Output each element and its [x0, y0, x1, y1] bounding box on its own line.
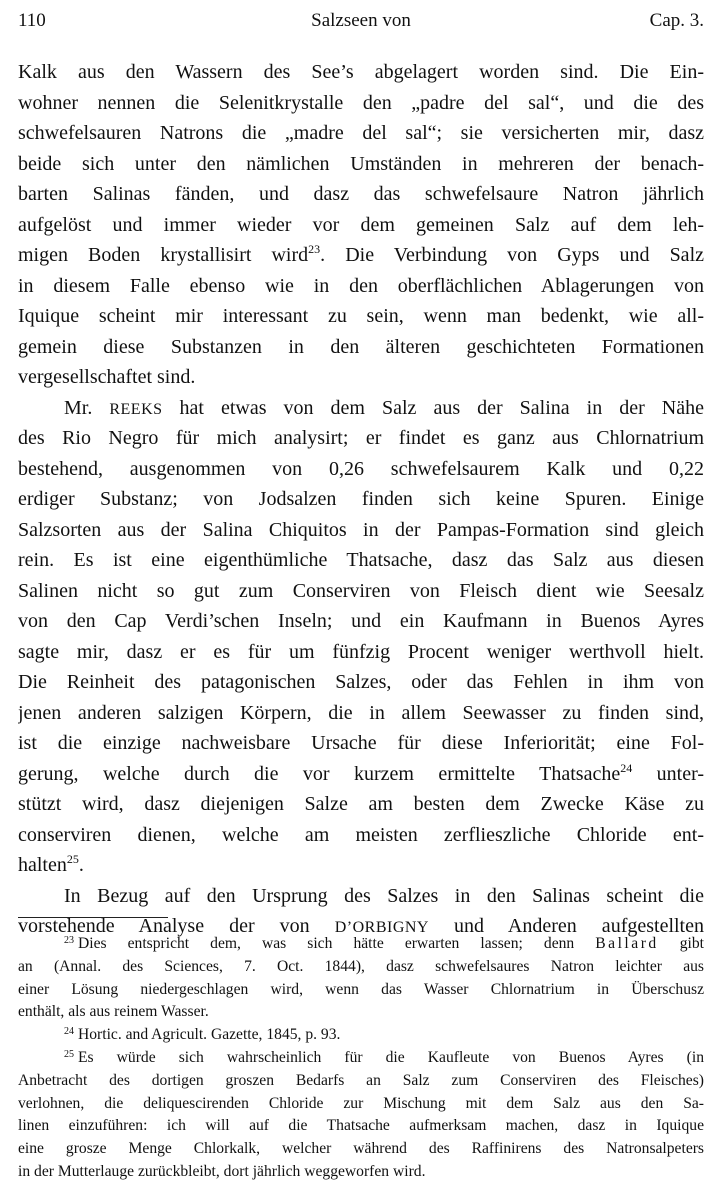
text-segment: und Anderen aufgestellten — [428, 915, 704, 937]
footnote-line: in der Mutterlauge zurückbleibt, dort jährlich weggeworfen wird. — [18, 1162, 426, 1180]
text-line: Die Reinheit des patagonischen Salzes, oder das Fehlen in ihm von — [18, 671, 704, 693]
text-segment: Dies entspricht dem, was sich hätte erwarten lassen; denn — [78, 935, 596, 952]
text-line: rein. Es ist eine eigenthümliche Thatsache, dasz das Salz aus diesen — [18, 549, 704, 571]
footnotes — [18, 933, 704, 1184]
text-line — [18, 240, 704, 271]
author-name: D’ORBIGNY — [334, 919, 429, 936]
footnote-line — [18, 1024, 704, 1047]
text-line — [18, 393, 704, 424]
footnote-line: an (Annal. des Sciences, 7. Oct. 1844), dasz schwefelsaures Natron leichter aus — [18, 957, 704, 975]
page-number: 110 — [18, 10, 46, 31]
text-segment: hat etwas von dem Salz aus der Salina in der Nähe — [162, 396, 704, 419]
footnote-ref: 25 — [66, 852, 79, 866]
footnote-line — [18, 1047, 704, 1070]
text-line: bestehend, ausgenommen von 0,26 schwefelsaurem Kalk und 0,22 — [18, 457, 704, 480]
text-line: conserviren dienen, welche am meisten zerflieszliche Chloride ent- — [18, 823, 704, 846]
footnote-line: Anbetracht des dortigen groszen Bedarfs an Salz zum Conserviren des Fleisches) — [18, 1071, 704, 1089]
text-line: vergesellschaftet sind. — [18, 366, 196, 388]
text-segment: Mr. — [64, 396, 110, 419]
text-segment: vorstehende Analyse der von — [18, 915, 335, 937]
footnote-line — [18, 933, 704, 956]
text-segment: . Die Verbindung von Gyps und Salz — [320, 244, 704, 266]
main-text — [18, 57, 704, 942]
text-segment: migen Boden krystallisirt wird — [18, 244, 309, 266]
text-line: gemein diese Substanzen in den älteren geschichteten Formationen — [18, 335, 704, 358]
text-line: aufgelöst und immer wieder vor dem gemeinen Salz auf dem leh- — [18, 213, 704, 236]
text-line: erdiger Substanz; von Jodsalzen finden sich keine Spuren. Einige — [18, 488, 704, 510]
text-line: ist die einzige nachweisbare Ursache für diese Inferiorität; eine Fol- — [18, 732, 704, 754]
text-segment: halten — [18, 854, 67, 876]
author-name: Ballard — [595, 935, 659, 952]
text-segment: . — [78, 854, 84, 876]
text-line: schwefelsauren Natrons die „madre del sal“; sie versicherten mir, dasz — [18, 122, 704, 144]
text-segment: gerung, welche durch die vor kurzem ermittelte Thatsache — [18, 762, 621, 785]
footnote-ref: 23 — [308, 242, 321, 256]
text-line: sagte mir, dasz er es für um fünfzig Procent weniger werthvoll hielt. — [18, 640, 704, 663]
text-line: wohner nennen die Selenitkrystalle den „padre del sal“, und die des — [18, 91, 704, 114]
author-name: REEKS — [109, 400, 163, 418]
text-line: Salinen nicht so gut zum Conserviren von Fleisch dient wie Seesalz — [18, 579, 704, 602]
running-title: Salzseen von — [311, 10, 411, 31]
text-line: stützt wird, dasz diejenigen Salze am besten dem Zwecke Käse zu — [18, 793, 704, 815]
footnote-ref: 24 — [620, 760, 633, 775]
footnote-divider — [18, 917, 168, 918]
text-line: des Rio Negro für mich analysirt; er findet es ganz aus Chlornatrium — [18, 427, 704, 449]
footnote-line: einer Lösung niedergeschlagen wird, wenn das Wasser Chlornatrium in Überschusz — [18, 980, 704, 998]
text-line: beide sich unter den nämlichen Umständen in mehreren der benach- — [18, 152, 704, 175]
text-line — [18, 759, 704, 790]
footnote-line: enthält, als aus reinem Wasser. — [18, 1003, 209, 1021]
text-line: barten Salinas fänden, und dasz das schwefelsaure Natron jährlich — [18, 183, 704, 205]
text-segment: gibt — [658, 935, 704, 952]
text-line: jenen anderen salzigen Körpern, die in allem Seewasser zu finden sind, — [18, 701, 704, 724]
text-line: in diesem Falle ebenso wie in den oberflächlichen Ablagerungen von — [18, 274, 704, 297]
text-line: Iquique scheint mir interessant zu sein, wenn man bedenkt, wie all- — [18, 305, 704, 327]
footnote-number: 25 — [64, 1048, 74, 1060]
chapter-label: Cap. 3. — [649, 10, 704, 31]
text-line: von den Cap Verdi’schen Inseln; und ein Kaufmann in Buenos Ayres — [18, 610, 704, 632]
text-segment: unter- — [632, 762, 704, 785]
footnote-line: verlohnen, die deliquescirenden Chloride zur Mischung mit dem Salz aus den Sa- — [18, 1094, 704, 1112]
footnote-line: eine grosze Menge Chlorkalk, welcher während des Raffinirens des Natronsalpeters — [18, 1140, 704, 1158]
text-line — [18, 850, 704, 881]
text-line: Kalk aus den Wassern des See’s abgelagert worden sind. Die Ein- — [18, 61, 704, 83]
footnote-number: 23 — [64, 935, 74, 946]
text-segment: Hortic. and Agricult. Gazette, 1845, p. 93. — [78, 1026, 341, 1044]
text-line: Salzsorten aus der Salina Chiquitos in der Pampas-Formation sind gleich — [18, 518, 704, 541]
page-header — [18, 10, 704, 34]
footnote-line: linen einzuführen: ich will auf die Thatsache aufmerksam machen, dasz in Iquique — [18, 1117, 704, 1135]
text-line: In Bezug auf den Ursprung des Salzes in den Salinas scheint die — [64, 884, 704, 907]
footnote-number: 24 — [64, 1026, 74, 1038]
text-segment: Es würde sich wahrscheinlich für die Kaufleute von Buenos Ayres (in — [78, 1048, 704, 1066]
